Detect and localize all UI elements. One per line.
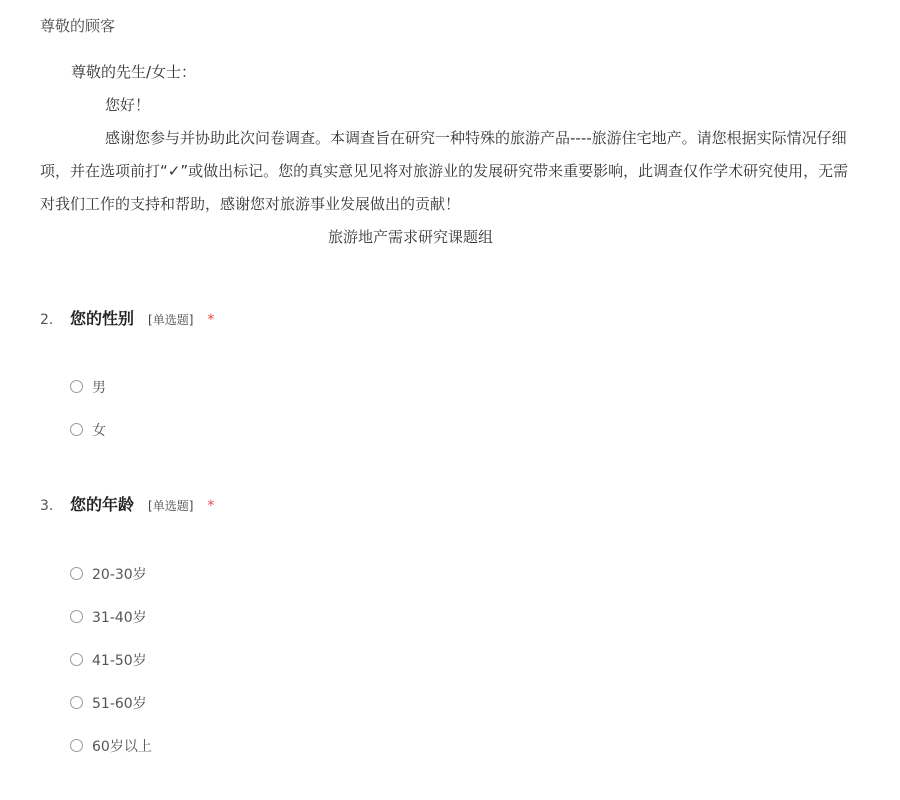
- radio-button[interactable]: [70, 423, 83, 436]
- radio-button[interactable]: [70, 696, 83, 709]
- option-age-20-30[interactable]: [70, 552, 152, 595]
- question-title: 您的年龄: [70, 495, 135, 514]
- question-number: 3.: [40, 498, 54, 514]
- option-age-31-40[interactable]: [70, 595, 152, 638]
- option-female[interactable]: [70, 408, 106, 451]
- signature-text: 旅游地产需求研究课题组: [328, 228, 494, 246]
- option-male[interactable]: [70, 365, 106, 408]
- survey-heading: 尊敬的顾客: [40, 17, 116, 35]
- question-type-label: [单选题]: [148, 499, 194, 513]
- question-gender: [40, 306, 900, 466]
- question-type-label: [单选题]: [148, 313, 194, 327]
- question-header: [40, 492, 900, 516]
- option-age-60-plus[interactable]: [70, 724, 152, 767]
- survey-intro: [40, 56, 900, 254]
- question-number: 2.: [40, 312, 54, 328]
- option-list: [70, 365, 106, 451]
- question-header: [40, 306, 900, 330]
- radio-button[interactable]: [70, 653, 83, 666]
- intro-paragraph-line: 感谢您参与并协助此次问卷调查。本调查旨在研究一种特殊的旅游产品----旅游住宅地产。请您根据实际情况仔细: [105, 129, 847, 147]
- option-age-41-50[interactable]: [70, 638, 152, 681]
- radio-button[interactable]: [70, 380, 83, 393]
- radio-button[interactable]: [70, 610, 83, 623]
- radio-button[interactable]: [70, 739, 83, 752]
- greeting-text: 您好！: [105, 96, 151, 114]
- option-label: 20-30岁: [92, 566, 147, 583]
- option-label: 女: [92, 422, 106, 439]
- option-list: [70, 552, 152, 767]
- required-mark: *: [207, 498, 215, 514]
- radio-button[interactable]: [70, 567, 83, 580]
- option-label: 31-40岁: [92, 609, 147, 626]
- option-label: 60岁以上: [92, 738, 152, 755]
- question-title: 您的性别: [70, 309, 135, 328]
- required-mark: *: [207, 312, 215, 328]
- option-label: 男: [92, 379, 106, 396]
- option-age-51-60[interactable]: [70, 681, 152, 724]
- intro-paragraph-line: 项，并在选项前打“✓”或做出标记。您的真实意见见将对旅游业的发展研究带来重要影响，此调查仅作学术研究使用，无需: [40, 162, 849, 180]
- salutation-text: 尊敬的先生/女士：: [71, 63, 197, 81]
- question-age: [40, 492, 900, 792]
- intro-paragraph-line: 对我们工作的支持和帮助，感谢您对旅游事业发展做出的贡献！: [40, 195, 461, 213]
- option-label: 41-50岁: [92, 652, 147, 669]
- option-label: 51-60岁: [92, 695, 147, 712]
